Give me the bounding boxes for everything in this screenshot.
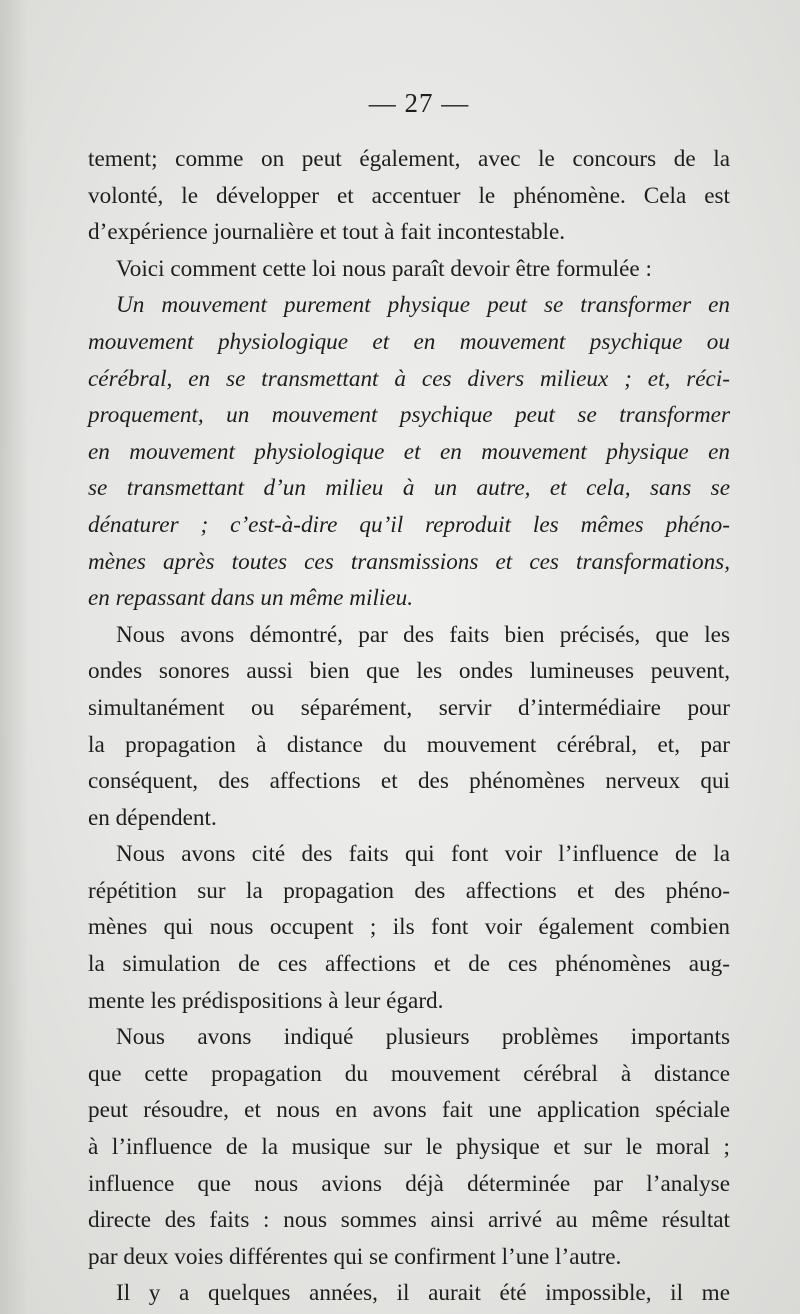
text-line: la propagation à distance du mouvement cérébral, et, par (88, 731, 730, 758)
text-line: par deux voies différentes qui se confirment l’une l’autre. (88, 1243, 622, 1270)
text-line: mente les prédispositions à leur égard. (88, 987, 444, 1014)
text-line: Voici comment cette loi nous paraît devoir être formulée : (116, 255, 652, 282)
text-line: en mouvement physiologique et en mouvement physique en (88, 438, 730, 465)
text-line: directe des faits : nous sommes ainsi arrivé au même résultat (88, 1207, 730, 1234)
text-line: en repassant dans un même milieu. (88, 585, 414, 612)
paragraph-law-intro (88, 251, 730, 288)
text-line: mènes après toutes ces transmissions et ces transformations, (88, 548, 730, 575)
text-line: Il y a quelques années, il aurait été impossible, il me (116, 1280, 730, 1307)
text-line: Un mouvement purement physique peut se transformer en (116, 292, 730, 319)
text-line: dénaturer ; c’est-à-dire qu’il reproduit les mêmes phéno- (88, 511, 730, 538)
text-line: la simulation de ces affections et de ces phénomènes aug- (88, 951, 730, 978)
text-line: volonté, le développer et accentuer le phénomène. Cela est (88, 182, 730, 209)
text-line: tement; comme on peut également, avec le concours de la (88, 146, 730, 172)
paragraph-law-statement (88, 287, 730, 616)
text-line: peut résoudre, et nous en avons fait une application spéciale (88, 1097, 730, 1124)
text-line: proquement, un mouvement psychique peut se transformer (88, 402, 730, 429)
text-line: que cette propagation du mouvement cérébral à distance (88, 1060, 730, 1087)
page-number: — 27 — (368, 88, 470, 118)
paragraph-continuation (88, 141, 730, 251)
text-line: à l’influence de la musique sur le physique et sur le moral ; (88, 1134, 730, 1161)
text-line: cérébral, en se transmettant à ces divers milieux ; et, réci- (88, 365, 730, 392)
text-line: influence que nous avions déjà déterminée par l’analyse (88, 1170, 730, 1197)
text-line: simultanément ou séparément, servir d’intermédiaire pour (88, 694, 730, 721)
text-line: Nous avons cité des faits qui font voir l’influence de la (116, 841, 730, 868)
page-edge-shadow (0, 0, 28, 1314)
text-line: Nous avons indiqué plusieurs problèmes importants (116, 1024, 730, 1051)
text-line: mouvement physiologique et en mouvement psychique ou (88, 328, 730, 355)
paragraph-sound-waves (88, 617, 730, 837)
text-line: Nous avons démontré, par des faits bien précisés, que les (116, 621, 730, 648)
text-line: se transmettant d’un milieu à un autre, et cela, sans se (88, 475, 730, 502)
text-line: d’expérience journalière et tout à fait incontestable. (88, 219, 566, 246)
text-line: conséquent, des affections et des phénomènes nerveux qui (88, 768, 730, 795)
paragraph-music-influence (88, 1019, 730, 1275)
text-line: répétition sur la propagation des affections et des phéno- (88, 877, 730, 904)
paragraph-continues-next-page (88, 1275, 730, 1312)
text-line: en dépendent. (88, 804, 217, 831)
paragraph-repetition (88, 836, 730, 1019)
text-line: ondes sonores aussi bien que les ondes lumineuses peuvent, (88, 658, 730, 685)
book-page (88, 88, 730, 1312)
text-line: mènes qui nous occupent ; ils font voir également combien (88, 914, 730, 941)
